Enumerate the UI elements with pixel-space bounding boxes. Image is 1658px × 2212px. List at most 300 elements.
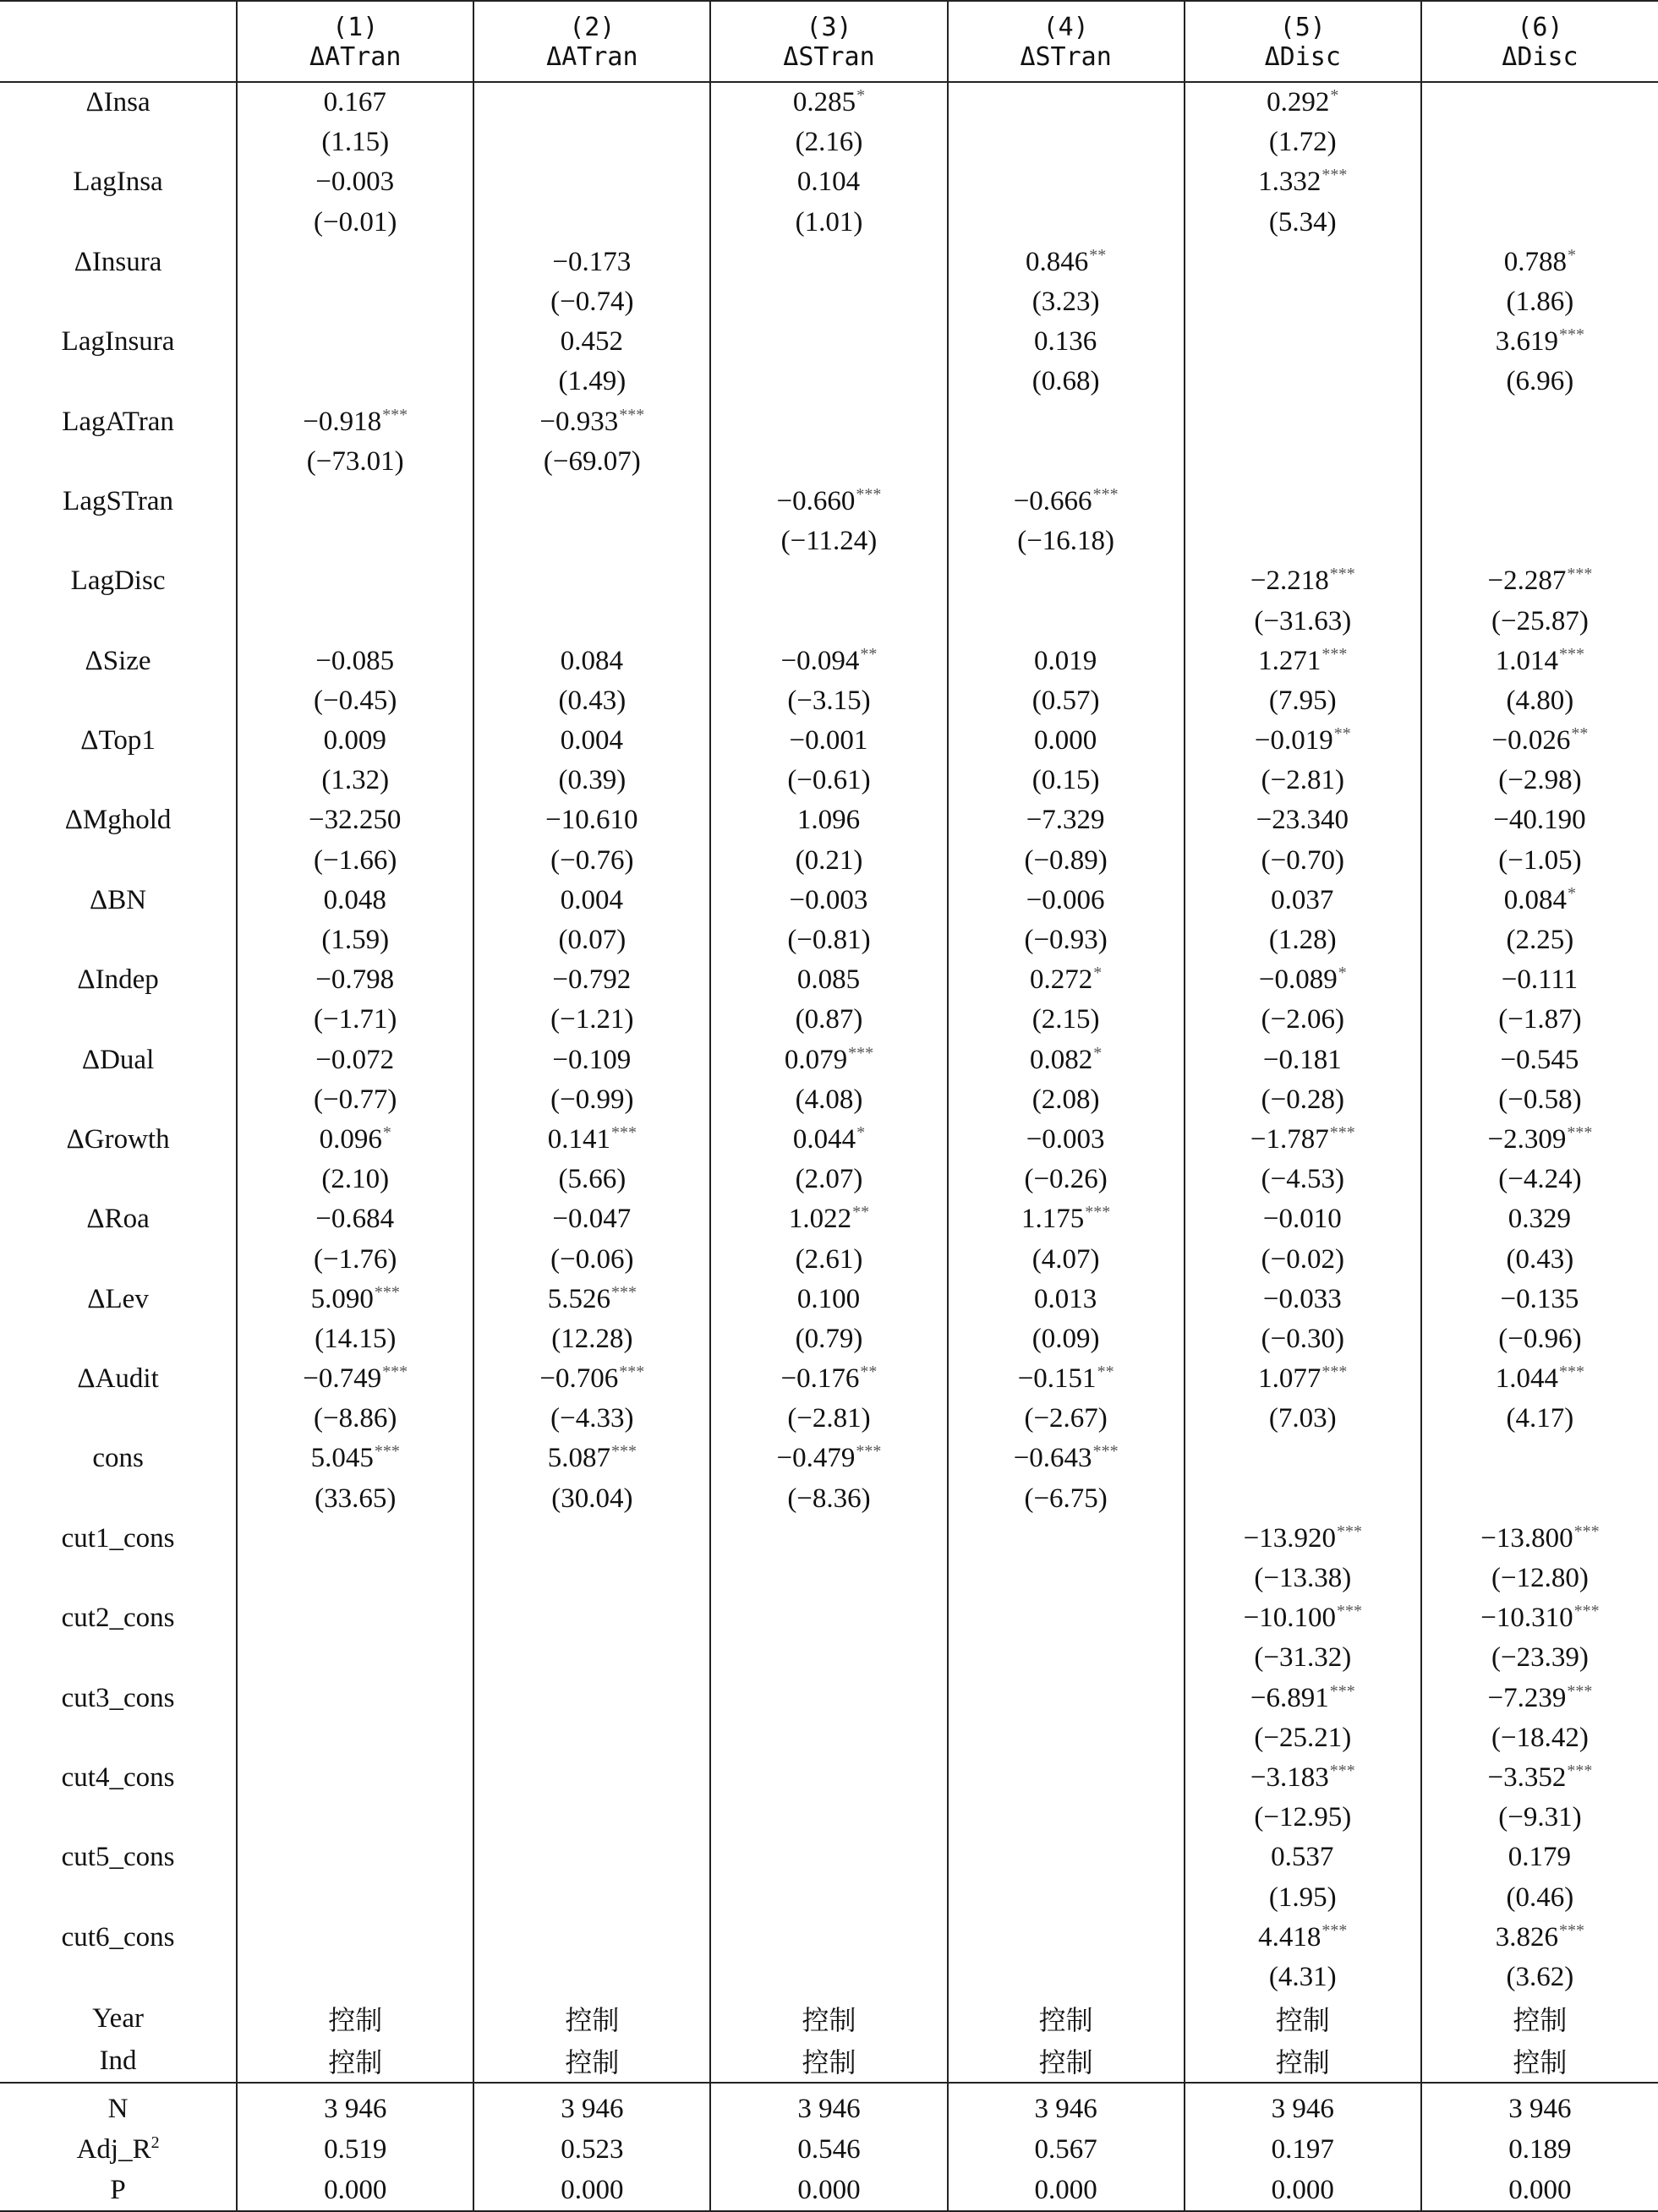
coef-value: −0.933 xyxy=(539,406,619,437)
coef-value: −0.643 xyxy=(1013,1443,1092,1474)
empty-label-cell xyxy=(0,841,237,881)
coef-cell xyxy=(1185,1199,1421,1239)
coef-cell xyxy=(710,1199,947,1239)
coef-value: −0.135 xyxy=(1500,1283,1579,1314)
coef-value: −0.706 xyxy=(539,1363,619,1395)
tstat-row xyxy=(0,1718,1658,1758)
t-statistic: (−31.63) xyxy=(1185,601,1421,641)
t-statistic: (1.59) xyxy=(237,920,473,960)
coef-cell xyxy=(948,1280,1185,1319)
significance-stars: *** xyxy=(1567,1122,1593,1142)
coef-value: 0.292 xyxy=(1267,87,1330,118)
coef-cell xyxy=(473,642,710,681)
tstat-row xyxy=(0,1160,1658,1199)
t-statistic: (30.04) xyxy=(473,1479,710,1519)
coef-cell xyxy=(1421,721,1658,761)
coef-value: −3.352 xyxy=(1487,1761,1567,1793)
stat-label-text: N xyxy=(107,2094,129,2124)
t-statistic: (−2.67) xyxy=(948,1399,1185,1439)
coef-cell xyxy=(473,402,710,442)
control-value: 控制 xyxy=(237,2040,473,2083)
tstat-row xyxy=(0,1798,1658,1838)
control-row xyxy=(0,2040,1658,2083)
coef-cell xyxy=(1185,1359,1421,1399)
coef-value: −0.072 xyxy=(315,1044,395,1075)
coef-cell xyxy=(1185,402,1421,442)
significance-stars: *** xyxy=(1567,565,1593,584)
coef-cell xyxy=(237,1598,473,1638)
coef-cell xyxy=(1421,1758,1658,1798)
significance-stars: *** xyxy=(1321,1920,1348,1940)
coef-row xyxy=(0,82,1658,123)
variable-label: ΔLev xyxy=(87,1283,149,1314)
stat-value: 3 946 xyxy=(1421,2083,1658,2129)
coef-value: −0.033 xyxy=(1262,1283,1342,1314)
t-statistic: (−12.95) xyxy=(1185,1798,1421,1838)
stat-value: 0.000 xyxy=(473,2170,710,2211)
t-statistic: (−2.06) xyxy=(1185,1000,1421,1040)
coef-value: −0.918 xyxy=(303,406,382,437)
dependent-variable: ΔATran xyxy=(237,42,473,82)
t-statistic: (−69.07) xyxy=(473,442,710,482)
t-statistic xyxy=(1421,203,1658,243)
t-statistic: (0.87) xyxy=(710,1000,947,1040)
significance-stars: *** xyxy=(1092,1442,1119,1461)
coef-cell xyxy=(473,960,710,1000)
table-header xyxy=(0,1,1658,82)
coef-value: −0.094 xyxy=(780,645,860,676)
t-statistic xyxy=(710,1718,947,1758)
coef-row xyxy=(0,800,1658,840)
stat-value: 0.189 xyxy=(1421,2129,1658,2170)
stat-label-text: P xyxy=(110,2175,126,2205)
t-statistic xyxy=(237,601,473,641)
empty-label-cell xyxy=(0,1877,237,1917)
coef-value: 0.037 xyxy=(1271,884,1334,915)
t-statistic: (−0.02) xyxy=(1185,1239,1421,1279)
coef-value: 0.136 xyxy=(1034,326,1097,358)
empty-label-cell xyxy=(0,1000,237,1040)
coef-cell xyxy=(1421,881,1658,920)
coef-value: 0.179 xyxy=(1508,1842,1572,1873)
variable-label: LagInsa xyxy=(73,167,163,198)
t-statistic xyxy=(948,1718,1185,1758)
coef-value: 0.004 xyxy=(560,725,623,756)
tstat-row xyxy=(0,1319,1658,1359)
significance-stars: *** xyxy=(1329,1681,1355,1701)
t-statistic: (0.68) xyxy=(948,362,1185,401)
coef-cell xyxy=(237,1519,473,1559)
significance-stars: ** xyxy=(1333,724,1351,744)
coef-cell xyxy=(1421,1439,1658,1478)
tstat-row xyxy=(0,203,1658,243)
coef-value: −0.792 xyxy=(552,964,632,996)
t-statistic: (5.66) xyxy=(473,1160,710,1199)
coef-cell xyxy=(473,1519,710,1559)
empty-label-cell xyxy=(0,442,237,482)
coef-value: −7.239 xyxy=(1487,1682,1567,1713)
coef-value: 0.285 xyxy=(792,87,856,118)
tstat-row xyxy=(0,442,1658,482)
coef-cell xyxy=(237,1280,473,1319)
coef-cell xyxy=(237,322,473,362)
coef-value: 0.079 xyxy=(784,1044,848,1075)
t-statistic: (−9.31) xyxy=(1421,1798,1658,1838)
significance-stars: *** xyxy=(610,1282,637,1302)
t-statistic: (−0.06) xyxy=(473,1239,710,1279)
stat-value: 3 946 xyxy=(237,2083,473,2129)
t-statistic xyxy=(948,1559,1185,1598)
coef-value: −13.800 xyxy=(1480,1522,1573,1554)
tstat-row xyxy=(0,362,1658,401)
coef-cell xyxy=(473,243,710,282)
coef-cell xyxy=(1421,1199,1658,1239)
coef-cell xyxy=(948,243,1185,282)
coef-row xyxy=(0,322,1658,362)
stat-value: 0.000 xyxy=(237,2170,473,2211)
coef-cell xyxy=(237,1439,473,1478)
t-statistic: (−1.87) xyxy=(1421,1000,1658,1040)
coef-cell xyxy=(237,960,473,1000)
coef-cell xyxy=(1421,1838,1658,1877)
coef-cell xyxy=(473,162,710,202)
variable-label: LagInsura xyxy=(61,326,175,358)
coef-cell xyxy=(1421,82,1658,123)
t-statistic: (0.57) xyxy=(948,681,1185,721)
coef-cell xyxy=(710,1280,947,1319)
significance-stars: *** xyxy=(619,405,645,424)
stat-value: 0.519 xyxy=(237,2129,473,2170)
coef-value: −0.666 xyxy=(1013,485,1092,516)
coef-value: −6.891 xyxy=(1250,1682,1329,1713)
tstat-row xyxy=(0,761,1658,800)
coef-cell xyxy=(710,162,947,202)
significance-stars: * xyxy=(1330,86,1339,106)
column-number: (3) xyxy=(710,1,947,42)
coef-cell xyxy=(710,1918,947,1958)
column-number: (5) xyxy=(1185,1,1421,42)
empty-label-cell xyxy=(0,522,237,561)
t-statistic xyxy=(710,442,947,482)
coef-value: −0.089 xyxy=(1258,964,1338,996)
coef-cell xyxy=(948,881,1185,920)
coef-value: −13.920 xyxy=(1243,1522,1336,1554)
coef-cell xyxy=(1185,1598,1421,1638)
significance-stars: *** xyxy=(1329,1761,1355,1780)
coef-row xyxy=(0,561,1658,601)
coef-cell xyxy=(948,1598,1185,1638)
coef-cell xyxy=(948,1120,1185,1160)
t-statistic xyxy=(710,1798,947,1838)
coef-cell xyxy=(710,561,947,601)
t-statistic: (−2.81) xyxy=(710,1399,947,1439)
t-statistic xyxy=(237,282,473,322)
coef-cell xyxy=(1421,1679,1658,1718)
coef-value: 5.087 xyxy=(547,1443,610,1474)
empty-label-cell xyxy=(0,1399,237,1439)
significance-stars: *** xyxy=(1573,1521,1600,1541)
coef-value: 1.175 xyxy=(1021,1204,1085,1235)
t-statistic xyxy=(473,203,710,243)
significance-stars: *** xyxy=(1559,325,1585,345)
coef-value: 0.000 xyxy=(1034,725,1097,756)
coef-row xyxy=(0,1040,1658,1080)
coef-value: −0.006 xyxy=(1026,884,1105,915)
coef-value: −0.181 xyxy=(1262,1044,1342,1075)
empty-label-cell xyxy=(0,761,237,800)
coef-cell xyxy=(1421,1598,1658,1638)
coef-cell xyxy=(948,800,1185,840)
empty-label-cell xyxy=(0,1160,237,1199)
coef-value: 0.096 xyxy=(319,1123,382,1155)
coef-value: −0.109 xyxy=(552,1044,632,1075)
t-statistic: (−0.26) xyxy=(948,1160,1185,1199)
coef-cell xyxy=(1185,800,1421,840)
coef-cell xyxy=(473,1598,710,1638)
significance-stars: *** xyxy=(1559,1920,1585,1940)
coef-cell xyxy=(710,800,947,840)
empty-label-cell xyxy=(0,1319,237,1359)
significance-stars: ** xyxy=(860,1363,878,1382)
t-statistic: (1.49) xyxy=(473,362,710,401)
coef-value: −2.309 xyxy=(1487,1123,1567,1155)
header-corner-cell xyxy=(0,1,237,42)
coef-cell xyxy=(237,1040,473,1080)
coef-cell xyxy=(1185,881,1421,920)
coef-cell xyxy=(1421,642,1658,681)
coef-row xyxy=(0,1679,1658,1718)
coef-cell xyxy=(473,1439,710,1478)
coef-value: 0.788 xyxy=(1503,246,1568,277)
control-value: 控制 xyxy=(473,2040,710,2083)
t-statistic xyxy=(948,1958,1185,1997)
coef-cell xyxy=(1185,1838,1421,1877)
coef-cell xyxy=(948,82,1185,123)
t-statistic: (2.16) xyxy=(710,123,947,162)
empty-label-cell xyxy=(0,362,237,401)
coef-cell xyxy=(948,1679,1185,1718)
coef-cell xyxy=(710,881,947,920)
stat-value: 0.000 xyxy=(710,2170,947,2211)
t-statistic xyxy=(710,282,947,322)
t-statistic xyxy=(473,1958,710,1997)
t-statistic: (−1.21) xyxy=(473,1000,710,1040)
significance-stars: *** xyxy=(1321,1363,1348,1382)
t-statistic: (4.07) xyxy=(948,1239,1185,1279)
t-statistic: (2.10) xyxy=(237,1160,473,1199)
dependent-variable: ΔATran xyxy=(473,42,710,82)
coef-value: −0.660 xyxy=(776,485,856,516)
dependent-variable: ΔSTran xyxy=(948,42,1185,82)
t-statistic xyxy=(1185,522,1421,561)
t-statistic: (−11.24) xyxy=(710,522,947,561)
t-statistic xyxy=(237,1798,473,1838)
coef-cell xyxy=(473,800,710,840)
coef-value: −40.190 xyxy=(1493,805,1586,836)
tstat-row xyxy=(0,1958,1658,1997)
significance-stars: *** xyxy=(1092,484,1119,504)
coef-row xyxy=(0,482,1658,522)
coef-value: 1.044 xyxy=(1495,1363,1559,1395)
t-statistic xyxy=(237,522,473,561)
coef-value: −0.798 xyxy=(315,964,395,996)
coef-cell xyxy=(1185,960,1421,1000)
empty-label-cell xyxy=(0,1479,237,1519)
coef-cell xyxy=(473,322,710,362)
empty-label-cell xyxy=(0,1638,237,1678)
significance-stars: *** xyxy=(1567,1681,1593,1701)
variable-label: ΔAudit xyxy=(77,1363,159,1395)
empty-label-cell xyxy=(0,1559,237,1598)
coef-cell xyxy=(710,82,947,123)
empty-label-cell xyxy=(0,681,237,721)
t-statistic: (2.15) xyxy=(948,1000,1185,1040)
significance-stars: *** xyxy=(1336,1602,1362,1621)
t-statistic xyxy=(473,601,710,641)
coef-cell xyxy=(237,1679,473,1718)
coef-cell xyxy=(473,1120,710,1160)
stat-value: 0.546 xyxy=(710,2129,947,2170)
stat-value: 0.567 xyxy=(948,2129,1185,2170)
t-statistic: (4.08) xyxy=(710,1080,947,1120)
significance-stars: *** xyxy=(1085,1203,1111,1222)
coef-cell xyxy=(237,561,473,601)
coef-cell xyxy=(710,1679,947,1718)
coef-cell xyxy=(237,881,473,920)
t-statistic: (1.86) xyxy=(1421,282,1658,322)
coef-cell xyxy=(948,642,1185,681)
t-statistic xyxy=(237,1718,473,1758)
coef-value: −7.329 xyxy=(1026,805,1105,836)
t-statistic: (−0.28) xyxy=(1185,1080,1421,1120)
coef-value: 0.048 xyxy=(323,884,386,915)
coef-cell xyxy=(237,82,473,123)
t-statistic: (−0.89) xyxy=(948,841,1185,881)
tstat-row xyxy=(0,1399,1658,1439)
t-statistic: (−0.99) xyxy=(473,1080,710,1120)
coef-cell xyxy=(473,1359,710,1399)
coef-value: 0.537 xyxy=(1271,1842,1334,1873)
t-statistic xyxy=(473,1718,710,1758)
tstat-row xyxy=(0,841,1658,881)
stat-value: 0.000 xyxy=(1185,2170,1421,2211)
control-row xyxy=(0,1997,1658,2040)
t-statistic: (−1.05) xyxy=(1421,841,1658,881)
t-statistic xyxy=(1185,282,1421,322)
empty-label-cell xyxy=(0,123,237,162)
coef-value: −0.479 xyxy=(776,1443,856,1474)
coef-value: −23.340 xyxy=(1256,805,1349,836)
coef-cell xyxy=(473,881,710,920)
coef-cell xyxy=(710,721,947,761)
variable-label: cut2_cons xyxy=(61,1603,175,1634)
coef-value: 3.619 xyxy=(1495,326,1559,358)
coef-value: −32.250 xyxy=(309,805,402,836)
coef-cell xyxy=(1421,1120,1658,1160)
t-statistic: (−0.30) xyxy=(1185,1319,1421,1359)
significance-stars: *** xyxy=(848,1043,874,1062)
coef-cell xyxy=(237,1199,473,1239)
empty-label-cell xyxy=(0,282,237,322)
control-value: 控制 xyxy=(948,1997,1185,2040)
coef-cell xyxy=(473,1280,710,1319)
variable-label: ΔBN xyxy=(90,884,147,915)
header-row-col-numbers xyxy=(0,1,1658,42)
t-statistic: (14.15) xyxy=(237,1319,473,1359)
coef-cell xyxy=(473,82,710,123)
significance-stars: ** xyxy=(860,644,878,664)
tstat-row xyxy=(0,1877,1658,1917)
coef-cell xyxy=(948,162,1185,202)
coef-row xyxy=(0,1918,1658,1958)
stat-value: 3 946 xyxy=(710,2083,947,2129)
coef-row xyxy=(0,243,1658,282)
coef-row xyxy=(0,1519,1658,1559)
coef-cell xyxy=(1185,1040,1421,1080)
significance-stars: * xyxy=(1568,883,1577,903)
t-statistic: (−6.75) xyxy=(948,1479,1185,1519)
t-statistic xyxy=(710,362,947,401)
coef-cell xyxy=(710,1838,947,1877)
significance-stars: * xyxy=(1093,1043,1103,1062)
control-value: 控制 xyxy=(473,1997,710,2040)
significance-stars: *** xyxy=(1559,644,1585,664)
tstat-row xyxy=(0,1000,1658,1040)
coef-cell xyxy=(473,561,710,601)
coef-cell xyxy=(948,1439,1185,1478)
coef-value: 3.826 xyxy=(1495,1921,1559,1953)
variable-label: ΔMghold xyxy=(64,805,172,836)
significance-stars: *** xyxy=(382,1363,408,1382)
t-statistic: (−18.42) xyxy=(1421,1718,1658,1758)
coef-cell xyxy=(1185,1679,1421,1718)
significance-stars: * xyxy=(382,1122,391,1142)
variable-label: ΔRoa xyxy=(86,1204,150,1235)
empty-label-cell xyxy=(0,203,237,243)
coef-row xyxy=(0,960,1658,1000)
variable-label: cut5_cons xyxy=(61,1842,175,1873)
coef-cell xyxy=(1185,1758,1421,1798)
coef-value: −0.173 xyxy=(552,246,632,277)
coef-cell xyxy=(710,1120,947,1160)
coef-cell xyxy=(237,243,473,282)
significance-stars: *** xyxy=(1321,644,1348,664)
coef-value: −1.787 xyxy=(1250,1123,1329,1155)
t-statistic xyxy=(710,1877,947,1917)
coef-value: −10.100 xyxy=(1243,1603,1336,1634)
coef-value: 0.141 xyxy=(547,1123,610,1155)
tstat-row xyxy=(0,522,1658,561)
t-statistic xyxy=(237,1638,473,1678)
significance-stars: *** xyxy=(610,1442,637,1461)
t-statistic: (0.46) xyxy=(1421,1877,1658,1917)
tstat-row xyxy=(0,1479,1658,1519)
coef-cell xyxy=(948,1199,1185,1239)
control-value: 控制 xyxy=(1185,1997,1421,2040)
t-statistic xyxy=(948,1638,1185,1678)
significance-stars: *** xyxy=(619,1363,645,1382)
variable-label: cons xyxy=(92,1443,144,1474)
stat-label xyxy=(0,2083,237,2129)
coef-cell xyxy=(710,1519,947,1559)
t-statistic: (−0.58) xyxy=(1421,1080,1658,1120)
variable-label: cut6_cons xyxy=(61,1921,175,1953)
coef-cell xyxy=(473,482,710,522)
t-statistic xyxy=(473,1638,710,1678)
coef-cell xyxy=(710,482,947,522)
tstat-row xyxy=(0,920,1658,960)
coef-value: 0.452 xyxy=(560,326,623,358)
